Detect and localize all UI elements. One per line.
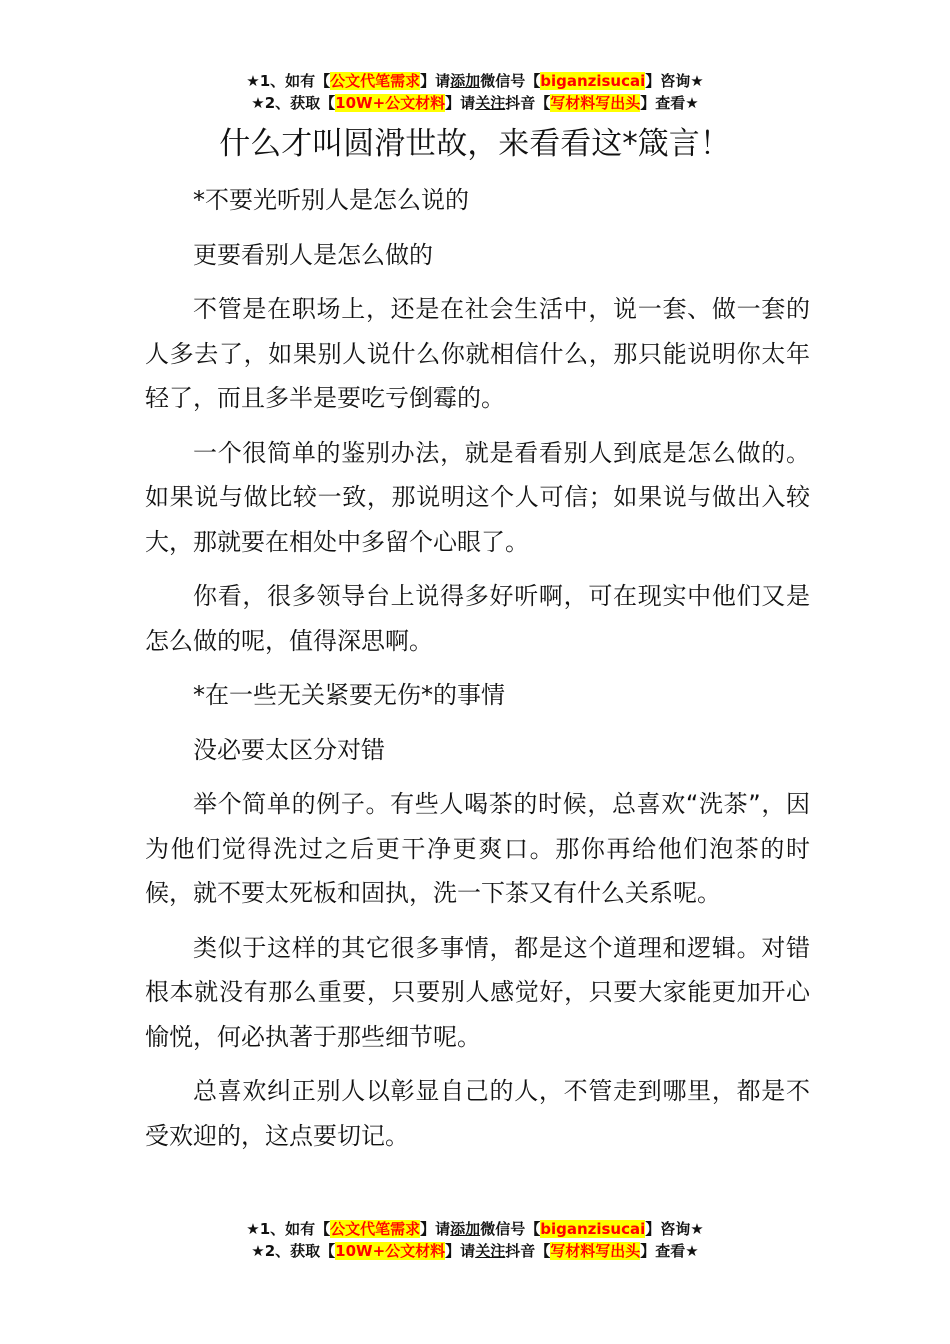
highlight-wechat-id: biganzisucai: [540, 72, 646, 90]
underlined-word: 添加: [450, 72, 481, 90]
paragraph: 举个简单的例子。有些人喝茶的时候，总喜欢“洗茶”，因为他们觉得洗过之后更干净更爽口。那你再给他们泡茶的时候，就不要太死板和固执，洗一下茶又有什么关系呢。: [145, 790, 810, 907]
banner-text: 】咨询: [645, 72, 691, 90]
banner-text: 微信号【: [480, 72, 541, 90]
paragraph: 不管是在职场上，还是在社会生活中，说一套、做一套的人多去了，如果别人说什么你就相信什么，那只能说明你太年轻了，而且多半是要吃亏倒霉的。: [145, 295, 810, 412]
banner-text: 】请: [420, 72, 451, 90]
paragraph: 总喜欢纠正别人以彰显自己的人，不管走到哪里，都是不受欢迎的，这点要切记。: [145, 1077, 810, 1150]
banner-text: 】请: [420, 1220, 451, 1238]
banner-text: 】咨询: [645, 1220, 691, 1238]
star-icon: ★: [690, 1220, 704, 1238]
star-icon: ★: [685, 1242, 699, 1260]
banner-line-1: [0, 1218, 950, 1240]
banner-text: 1、如有【: [259, 1220, 331, 1238]
footer-banner: [0, 1218, 950, 1262]
banner-text: 微信号【: [480, 1220, 541, 1238]
paragraph: 一个很简单的鉴别办法，就是看看别人到底是怎么做的。如果说与做比较一致，那说明这个人可信；如果说与做出入较大，那就要在相处中多留个心眼了。: [145, 438, 810, 556]
star-icon: ★: [251, 1242, 265, 1260]
underlined-word: 添加: [450, 1220, 481, 1238]
highlight-materials: 10W+公文材料: [335, 94, 446, 112]
paragraph: *不要光听别人是怎么说的: [193, 186, 469, 214]
banner-text: 2、获取【: [264, 1242, 336, 1260]
star-icon: ★: [246, 1220, 260, 1238]
highlight-wechat-id: biganzisucai: [540, 1220, 646, 1238]
paragraph: 没必要太区分对错: [193, 735, 385, 764]
star-icon: ★: [246, 72, 260, 90]
paragraph: 更要看别人是怎么做的: [193, 240, 433, 269]
article-body: [145, 178, 810, 1168]
banner-text: 】查看: [640, 94, 686, 112]
underlined-word: 关注: [475, 1242, 506, 1260]
underlined-word: 关注: [475, 94, 506, 112]
star-icon: ★: [690, 72, 704, 90]
star-icon: ★: [685, 94, 699, 112]
header-banner: [0, 70, 950, 114]
highlight-service: 公文代笔需求: [330, 1220, 421, 1238]
banner-text: 抖音【: [505, 94, 551, 112]
banner-line-2: [0, 92, 950, 114]
banner-text: 1、如有【: [259, 72, 331, 90]
banner-text: 】请: [445, 1242, 476, 1260]
paragraph: 类似于这样的其它很多事情，都是这个道理和逻辑。对错根本就没有那么重要，只要别人感觉好，只要大家能更加开心愉悦，何必执著于那些细节呢。: [145, 933, 810, 1051]
highlight-douyin-account: 写材料写出头: [550, 94, 641, 112]
banner-text: 2、获取【: [264, 94, 336, 112]
star-icon: ★: [251, 94, 265, 112]
page-title: 什么才叫圆滑世故，来看看这*箴言！: [219, 126, 731, 162]
highlight-douyin-account: 写材料写出头: [550, 1242, 641, 1260]
paragraph: *在一些无关紧要无伤*的事情: [193, 681, 505, 709]
banner-text: 抖音【: [505, 1242, 551, 1260]
paragraph: 你看，很多领导台上说得多好听啊，可在现实中他们又是怎么做的呢，值得深思啊。: [145, 582, 810, 655]
highlight-materials: 10W+公文材料: [335, 1242, 446, 1260]
banner-text: 】查看: [640, 1242, 686, 1260]
highlight-service: 公文代笔需求: [330, 72, 421, 90]
banner-line-1: [0, 70, 950, 92]
banner-line-2: [0, 1240, 950, 1262]
banner-text: 】请: [445, 94, 476, 112]
